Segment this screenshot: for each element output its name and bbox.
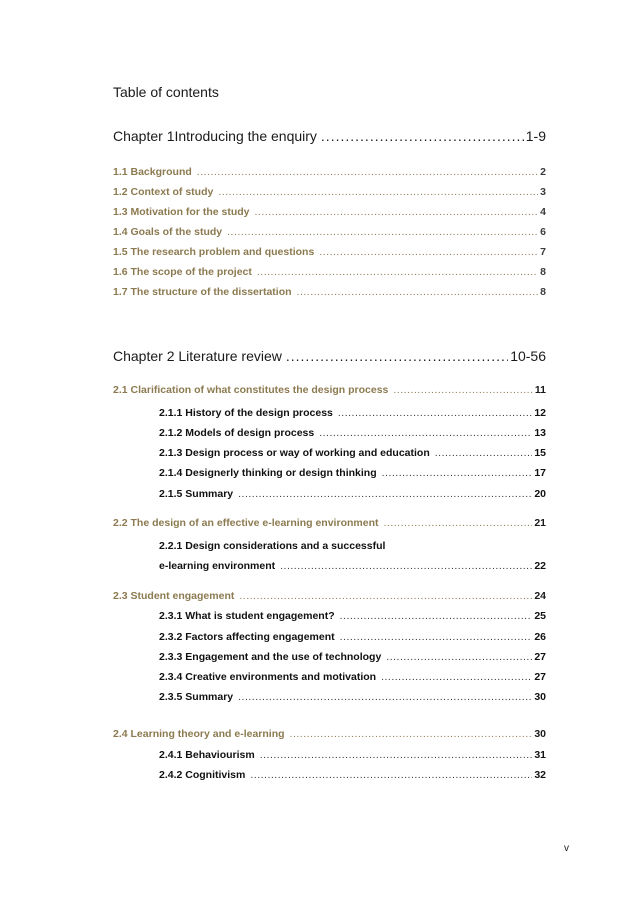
toc-entry-title: 2.1.3 Design process or way of working and education xyxy=(159,447,430,459)
toc-entry-title: 2.3.2 Factors affecting engagement xyxy=(159,631,335,643)
toc-page-ref: 17 xyxy=(534,467,546,479)
leader-dots xyxy=(239,590,532,602)
leader-dots xyxy=(319,246,538,258)
leader-dots xyxy=(340,610,533,622)
leader-dots xyxy=(286,348,508,364)
toc-entry[interactable] xyxy=(113,186,546,198)
leader-dots xyxy=(257,266,538,278)
toc-subentry[interactable] xyxy=(159,560,546,572)
toc-entry-title: 1.4 Goals of the study xyxy=(113,226,223,238)
toc-entry[interactable] xyxy=(113,728,546,740)
toc-chapter-1[interactable] xyxy=(113,128,546,144)
toc-page-ref: 13 xyxy=(534,427,546,439)
leader-dots xyxy=(260,749,533,761)
toc-entry-title: 2.4.2 Cognitivism xyxy=(159,769,246,781)
toc-subentry[interactable] xyxy=(159,488,546,500)
toc-page-ref: 30 xyxy=(534,691,546,703)
toc-entry-title: 2.3.5 Summary xyxy=(159,691,234,703)
toc-chapter-title: Chapter 1Introducing the enquiry xyxy=(113,128,317,144)
leader-dots xyxy=(386,651,532,663)
toc-entry[interactable] xyxy=(113,384,546,396)
toc-page-ref: 27 xyxy=(534,651,546,663)
toc-page-ref: 32 xyxy=(534,769,546,781)
toc-entry-title: e-learning environment xyxy=(159,560,276,572)
toc-page-ref: 12 xyxy=(534,407,546,419)
toc-entry-title: 2.4.1 Behaviourism xyxy=(159,749,255,761)
toc-entry-title: 2.4 Learning theory and e-learning xyxy=(113,728,285,740)
page-number: v xyxy=(564,843,569,854)
toc-page-ref: 25 xyxy=(534,610,546,622)
leader-dots xyxy=(393,384,533,396)
toc-heading: Table of contents xyxy=(113,84,219,100)
leader-dots xyxy=(297,286,539,298)
toc-subentry[interactable] xyxy=(159,769,546,781)
toc-page-ref: 1-9 xyxy=(525,128,546,144)
leader-dots xyxy=(197,166,538,178)
leader-dots xyxy=(227,226,538,238)
toc-page-ref: 3 xyxy=(540,186,546,198)
toc-entry-title: 2.3.1 What is student engagement? xyxy=(159,610,335,622)
toc-entry-title: 1.7 The structure of the dissertation xyxy=(113,286,292,298)
toc-page-ref: 2 xyxy=(540,166,546,178)
toc-subentry[interactable] xyxy=(159,631,546,643)
toc-entry[interactable] xyxy=(113,226,546,238)
leader-dots xyxy=(218,186,538,198)
toc-subentry-title-line[interactable]: 2.2.1 Design considerations and a successful xyxy=(159,540,386,552)
toc-entry[interactable] xyxy=(113,246,546,258)
leader-dots xyxy=(238,691,532,703)
leader-dots xyxy=(280,560,532,572)
leader-dots xyxy=(435,447,533,459)
toc-subentry[interactable] xyxy=(159,691,546,703)
leader-dots xyxy=(382,467,533,479)
toc-subentry[interactable] xyxy=(159,610,546,622)
toc-subentry[interactable] xyxy=(159,447,546,459)
toc-entry[interactable] xyxy=(113,266,546,278)
leader-dots xyxy=(290,728,533,740)
toc-page-ref: 8 xyxy=(540,266,546,278)
toc-entry-title: 2.3.3 Engagement and the use of technology xyxy=(159,651,382,663)
toc-page-ref: 30 xyxy=(534,728,546,740)
toc-entry[interactable] xyxy=(113,590,546,602)
leader-dots xyxy=(321,128,524,144)
toc-page-ref: 4 xyxy=(540,206,546,218)
toc-subentry[interactable] xyxy=(159,467,546,479)
toc-page-ref: 20 xyxy=(534,488,546,500)
toc-subentry[interactable] xyxy=(159,427,546,439)
toc-entry-title: 1.5 The research problem and questions xyxy=(113,246,315,258)
toc-page-ref: 26 xyxy=(534,631,546,643)
toc-entry[interactable] xyxy=(113,206,546,218)
leader-dots xyxy=(338,407,532,419)
toc-entry[interactable] xyxy=(113,166,546,178)
toc-page-ref: 24 xyxy=(534,590,546,602)
toc-subentry[interactable] xyxy=(159,671,546,683)
toc-chapter-title: Chapter 2 Literature review xyxy=(113,348,282,364)
toc-subentry[interactable] xyxy=(159,651,546,663)
toc-page-ref: 27 xyxy=(534,671,546,683)
toc-entry[interactable] xyxy=(113,286,546,298)
toc-entry-title: 2.1.4 Designerly thinking or design thinking xyxy=(159,467,377,479)
toc-subentry[interactable] xyxy=(159,407,546,419)
leader-dots xyxy=(340,631,533,643)
toc-entry-title: 1.3 Motivation for the study xyxy=(113,206,250,218)
toc-page-ref: 11 xyxy=(534,384,546,396)
toc-entry-title: 1.2 Context of study xyxy=(113,186,214,198)
leader-dots xyxy=(319,427,532,439)
toc-page-ref: 31 xyxy=(534,749,546,761)
leader-dots xyxy=(238,488,532,500)
leader-dots xyxy=(255,206,539,218)
toc-page-ref: 8 xyxy=(540,286,546,298)
toc-subentry[interactable] xyxy=(159,749,546,761)
leader-dots xyxy=(250,769,532,781)
toc-entry-title: 2.2 The design of an effective e-learning environment xyxy=(113,517,379,529)
toc-entry-title: 2.1 Clarification of what constitutes the design process xyxy=(113,384,389,396)
toc-entry-title: 1.6 The scope of the project xyxy=(113,266,252,278)
leader-dots xyxy=(381,671,532,683)
toc-page-ref: 10-56 xyxy=(510,348,546,364)
toc-page-ref: 6 xyxy=(540,226,546,238)
toc-page-ref: 7 xyxy=(540,246,546,258)
toc-entry[interactable] xyxy=(113,517,546,529)
toc-entry-title: 2.1.1 History of the design process xyxy=(159,407,333,419)
toc-page-ref: 21 xyxy=(534,517,546,529)
leader-dots xyxy=(383,517,532,529)
toc-entry-title: 2.1.5 Summary xyxy=(159,488,234,500)
toc-page-ref: 15 xyxy=(534,447,546,459)
toc-page-ref: 22 xyxy=(534,560,546,572)
toc-entry-title: 2.3.4 Creative environments and motivation xyxy=(159,671,377,683)
toc-chapter-2[interactable] xyxy=(113,348,546,364)
toc-entry-title: 2.1.2 Models of design process xyxy=(159,427,315,439)
toc-entry-title: 2.3 Student engagement xyxy=(113,590,235,602)
toc-entry-title: 1.1 Background xyxy=(113,166,192,178)
